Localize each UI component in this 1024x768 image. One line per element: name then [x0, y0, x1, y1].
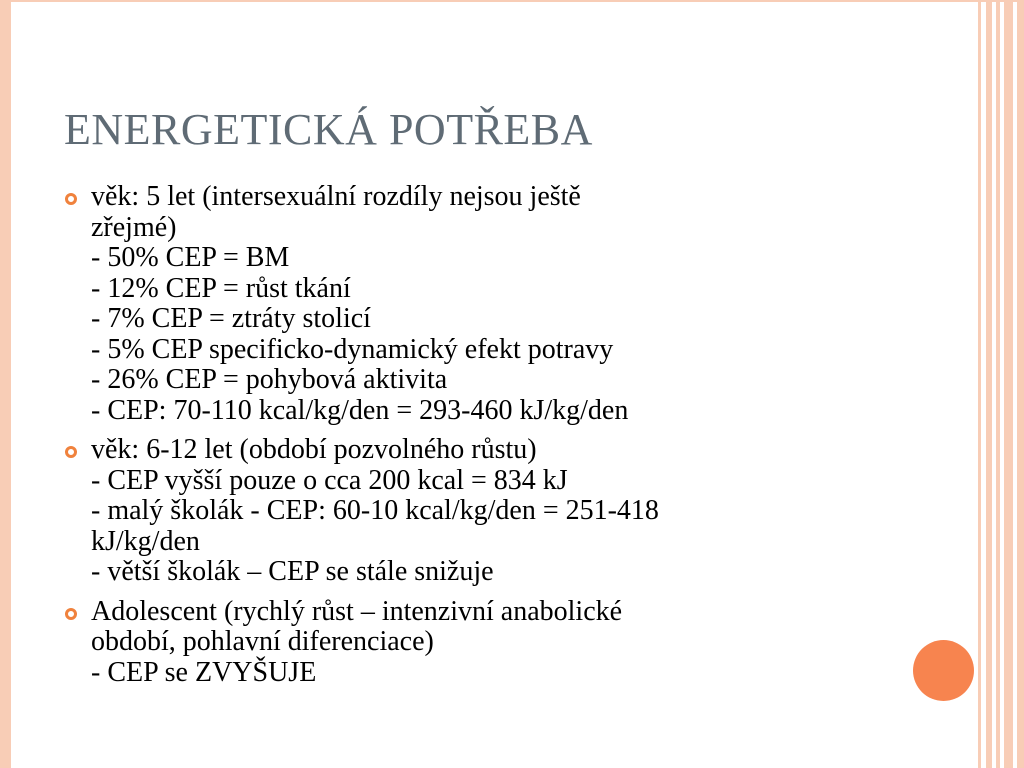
stripe-3	[996, 0, 1000, 768]
bullet-line: - 5% CEP specificko-dynamický efekt potravy	[91, 333, 614, 365]
decorative-stripes	[978, 0, 1024, 768]
bullet-line: - CEP: 70-110 kcal/kg/den = 293-460 kJ/kg/den	[91, 394, 629, 426]
bullet-line: - CEP vyšší pouze o cca 200 kcal = 834 kJ	[91, 464, 568, 496]
bullet-line: Adolescent (rychlý růst – intenzivní anabolické	[91, 595, 623, 627]
stripe-5	[1017, 0, 1024, 768]
bullet-line: - větší školák – CEP se stále snižuje	[91, 556, 494, 587]
bullet-item-age-6-12	[62, 435, 892, 588]
decorative-orange-circle	[913, 640, 974, 701]
bullet-line: kJ/kg/den	[91, 525, 200, 557]
bullet-item-adolescent	[62, 597, 892, 689]
bullet-line: - malý školák - CEP: 60-10 kcal/kg/den = 251-418	[91, 495, 659, 526]
bullet-ring-icon	[65, 608, 77, 620]
stripe-1	[978, 0, 981, 768]
frame-left-border	[0, 0, 11, 768]
bullet-line: věk: 6-12 let (období pozvolného růstu)	[91, 434, 537, 465]
bullet-line: - 12% CEP = růst tkání	[91, 272, 351, 304]
bullet-line: věk: 5 let (intersexuální rozdíly nejsou ještě	[91, 181, 581, 212]
bullet-line: - 26% CEP = pohybová aktivita	[91, 364, 448, 395]
slide-title: ENERGETICKÁ POTŘEBA	[64, 105, 593, 154]
frame-top-border	[0, 0, 1024, 2]
bullet-line: - 7% CEP = ztráty stolicí	[91, 303, 371, 334]
bullet-line: zřejmé)	[91, 211, 177, 243]
stripe-2	[986, 0, 992, 768]
bullet-ring-icon	[65, 446, 77, 458]
stripe-4	[1004, 0, 1013, 768]
bullet-line: - 50% CEP = BM	[91, 242, 290, 273]
bullet-line: období, pohlavní diferenciace)	[91, 626, 434, 657]
bullet-ring-icon	[65, 193, 77, 205]
bullet-list	[62, 182, 892, 697]
bullet-line: - CEP se ZVYŠUJE	[91, 656, 317, 688]
bullet-item-age-5	[62, 182, 892, 426]
